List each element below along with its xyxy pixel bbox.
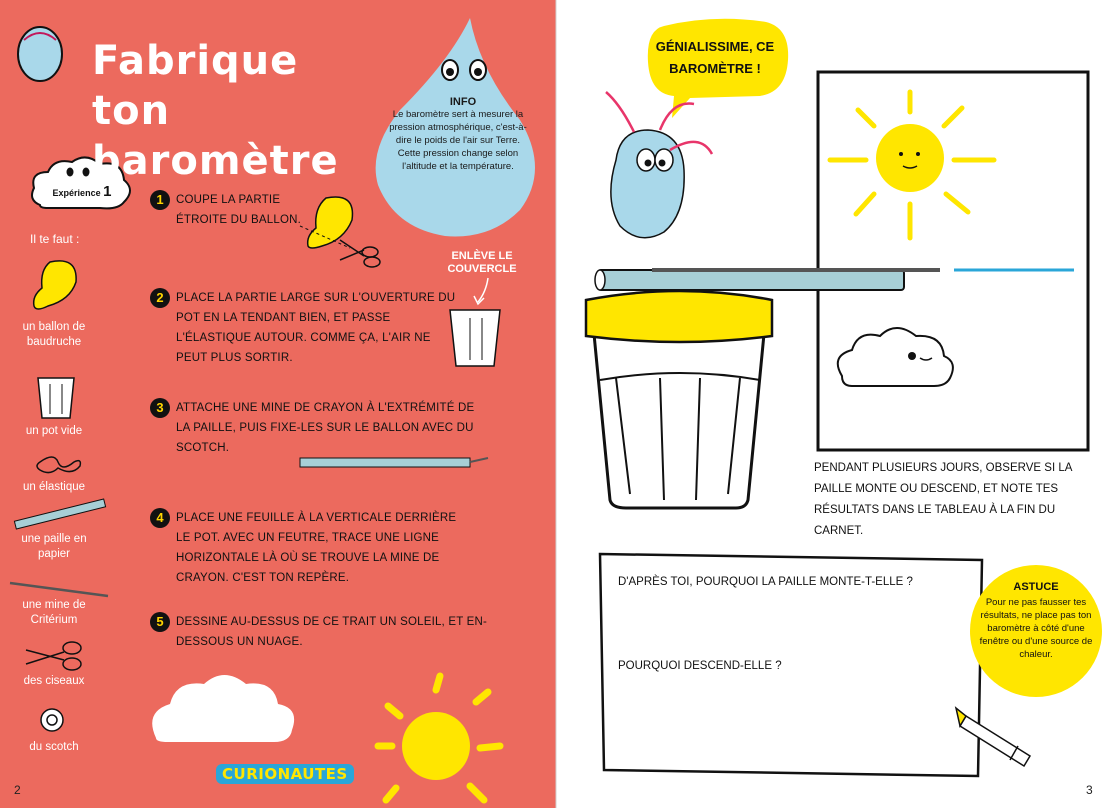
straw-icon [14,499,105,529]
page-number-right: 3 [1086,783,1093,797]
step-number: 1 [150,190,170,210]
step-text: PLACE UNE FEUILLE À LA VERTICALE DERRIÈRE LE POT. AVEC UN FEUTRE, TRACE UNE LIGNE HORIZONTALE LÀ OÙ SE TROUVE LA MINE DE CRAYON. C'EST TON REPÈRE. [176,512,457,584]
page-number-left: 2 [14,783,21,797]
sun-icon [378,676,500,800]
lid-arrow-icon [474,278,488,304]
astuce-text: Pour ne pas fausser tes résultats, ne place pas ton baromètre à côté d'une fenêtre ou d'une source de chaleur. [979,597,1093,660]
remove-lid-label: ENLÈVE LE COUVERCLE [447,250,517,275]
page-title: Fabrique ton baromètre [92,38,339,184]
material-item: une paille en papier [21,533,87,560]
step-number: 3 [150,398,170,418]
step2-pot-icon [450,310,500,366]
scissors-icon [26,642,81,670]
speech-text: GÉNIALISSIME, CE BAROMÈTRE ! [655,39,775,76]
astuce-title: ASTUCE [1013,581,1059,593]
experience-label: Expérience [52,188,101,198]
material-item: une mine de Critérium [22,599,86,626]
step-text: DESSINE AU-DESSUS DE CE TRAIT UN SOLEIL, ET EN-DESSOUS UN NUAGE. [176,616,488,648]
step-text: COUPE LA PARTIE ÉTROITE DU BALLON. [176,194,302,226]
elastic-icon [37,457,80,473]
step3-straw-icon [300,458,488,467]
question-1: D'APRÈS TOI, POURQUOI LA PAILLE MONTE-T-ELLE ? [618,576,913,588]
experience-badge [44,183,120,200]
brand-logo: CURIONAUTES [216,764,354,784]
info-text: Le baromètre sert à mesurer la pression atmosphérique, c'est-à-dire le poids de l'air sur Terre. Cette pression change selon l'altitude et la température. [389,109,527,172]
lead-icon [10,583,108,596]
observe-text: PENDANT PLUSIEURS JOURS, OBSERVE SI LA PAILLE MONTE OU DESCEND, ET NOTE TES RÉSULTATS DANS LE TABLEAU À LA FIN DU CARNET. [814,462,1072,537]
step-number: 4 [150,508,170,528]
experience-number: 1 [103,183,112,200]
tape-icon [41,709,63,731]
pot-icon [38,378,74,418]
material-item: un élastique [22,481,86,493]
info-title: INFO [449,96,477,108]
balloon-icon [34,261,76,309]
big-straw-icon [595,270,940,290]
material-item: du scotch [29,741,79,753]
mascot-corner-icon [18,27,62,81]
cloud-icon [152,675,294,742]
material-item: un pot vide [25,425,83,437]
step-number: 2 [150,288,170,308]
step-number: 5 [150,612,170,632]
big-pot-icon [586,291,772,508]
material-item: un ballon de baudruche [22,321,86,348]
step-text: ATTACHE UNE MINE DE CRAYON À L'EXTRÉMITÉ DE LA PAILLE, PUIS FIXE-LES SUR LE BALLON AVEC DU SCOTCH. [176,402,475,454]
question-2: POURQUOI DESCEND-ELLE ? [618,660,782,672]
material-item: des ciseaux [23,675,85,687]
mascot-bug-icon [606,92,712,238]
step-text: PLACE LA PARTIE LARGE SUR L'OUVERTURE DU POT EN LA TENDANT BIEN, ET PASSE L'ÉLASTIQUE AUTOUR. COMME ÇA, L'AIR NE PEUT PLUS SORTIR. [176,292,456,364]
paper-sheet [818,72,1088,450]
materials-title: Il te faut : [30,232,80,246]
